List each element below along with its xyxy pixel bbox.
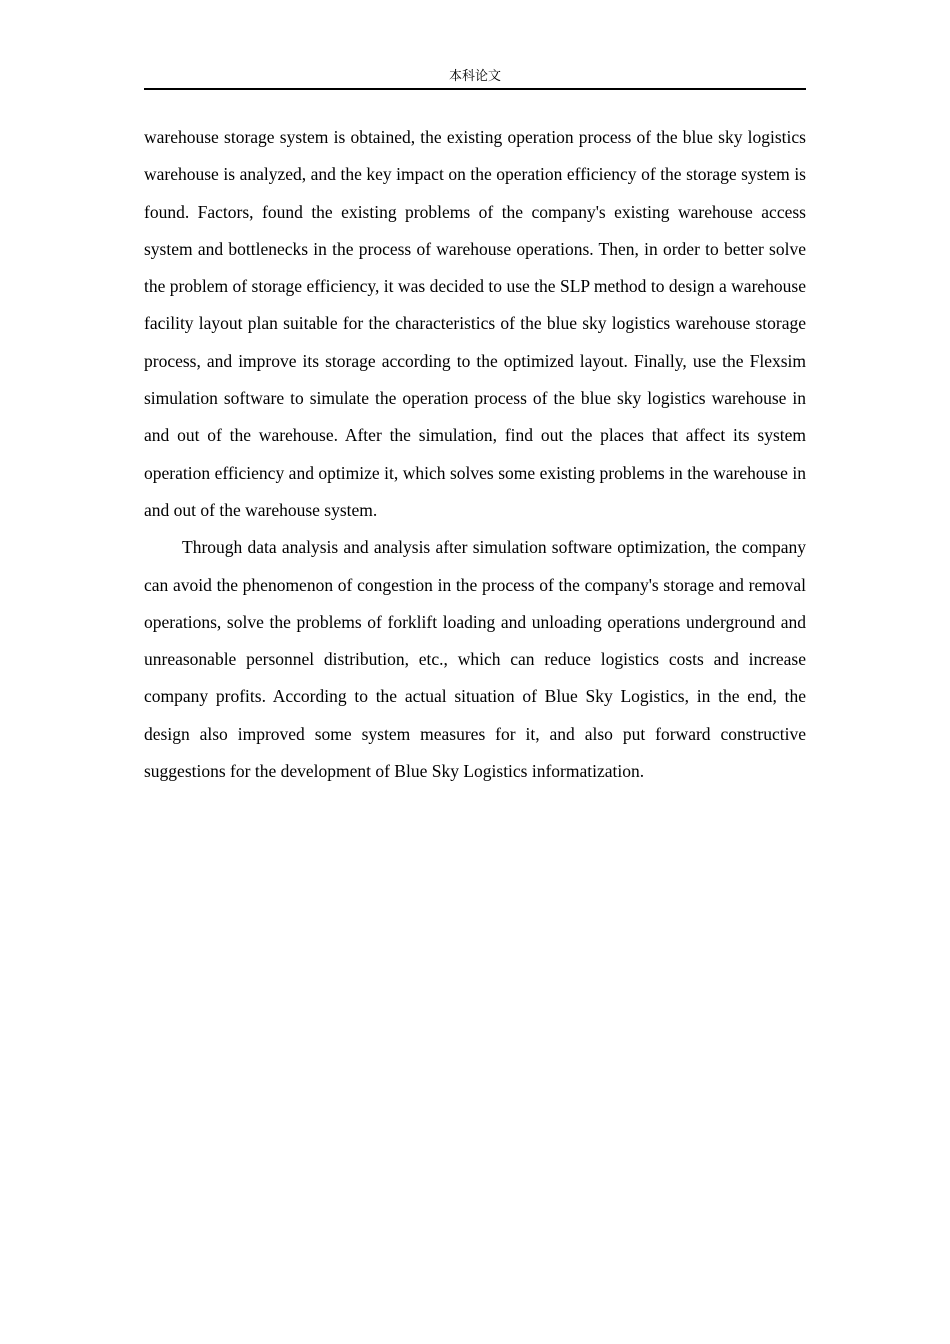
paragraph-2: Through data analysis and analysis after simulation software optimization, the company can avoid the phenomenon of congestion in the process of the company's storage and removal operations, solve the problems of forklift loading and unloading operations underground and unreasonable personnel distribution, etc., which can reduce logistics costs and increase company profits. According to the actual situation of Blue Sky Logistics, in the end, the design also improved some system measures for it, and also put forward constructive suggestions for the development of Blue Sky Logistics informatization. — [144, 537, 806, 782]
page-header: 本科论文 — [144, 68, 806, 90]
body-text — [144, 119, 806, 790]
paragraph-1: warehouse storage system is obtained, the existing operation process of the blue sky logistics warehouse is analyzed, and the key impact on the operation efficiency of the storage system is found. Factors, found the existing problems of the company's existing warehouse access system and bottlenecks in the process of warehouse operations. Then, in order to better solve the problem of storage efficiency, it was decided to use the SLP method to design a warehouse facility layout plan suitable for the characteristics of the blue sky logistics warehouse storage process, and improve its storage according to the optimized layout. Finally, use the Flexsim simulation software to simulate the operation process of the blue sky logistics warehouse in and out of the warehouse. After the simulation, find out the places that affect its system operation efficiency and optimize it, which solves some existing problems in the warehouse in and out of the warehouse system. — [144, 127, 806, 520]
